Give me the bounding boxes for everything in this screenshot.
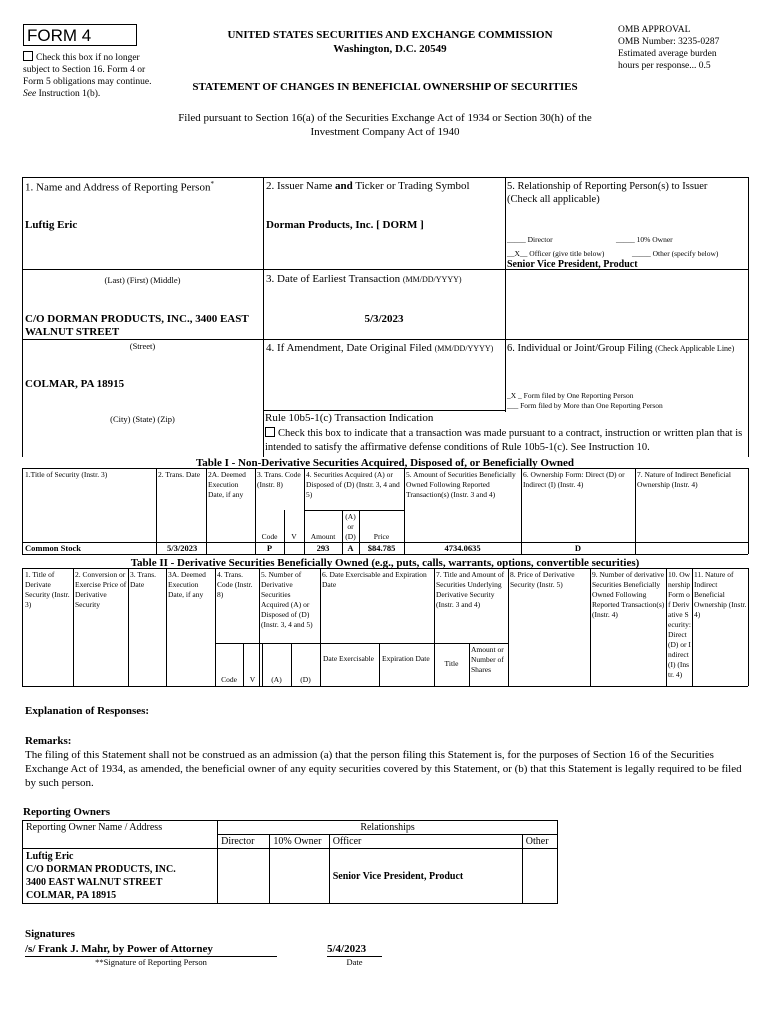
- officer-option: __X__ Officer (give title below): [507, 249, 605, 258]
- t1-col2a-header: 2A. Deemed Execution Date, if any: [208, 470, 246, 499]
- t2-col2-header: 2. Conversion or Exercise Price of Derivative Security: [75, 570, 127, 609]
- t1-sub-amount: Amount: [310, 532, 336, 541]
- t2-sub-amount: Amount or Number of Shares: [471, 645, 504, 674]
- t1-sub-price: Price: [373, 532, 390, 541]
- issuer-name: Dorman Products, Inc. [ DORM ]: [266, 219, 424, 231]
- ro-col-relationships: Relationships: [218, 821, 558, 835]
- rule-text: Check this box to indicate that a transaction was made pursuant to a contract, instruction or written plan that is intended to satisfy the affirmative defense conditions of Rule 10b5-1(c). See Instruction 10.: [265, 428, 743, 453]
- agency-location: Washington, D.C. 20549: [333, 43, 447, 55]
- t1-col3-header: 3. Trans. Code (Instr. 8): [257, 470, 301, 489]
- omb-approval: OMB APPROVAL OMB Number: 3235-0287 Estimated average burden hours per response... 0.5: [618, 25, 720, 71]
- box1-label: 1. Name and Address of Reporting Person*: [25, 180, 214, 194]
- t1-col2-header: 2. Trans. Date: [158, 470, 201, 479]
- form-title-box: [23, 24, 137, 46]
- signature-caption: **Signature of Reporting Person: [95, 957, 207, 967]
- row-security-title: Common Stock: [25, 543, 81, 553]
- t2-sub-title: Title: [444, 659, 459, 668]
- remarks-label: Remarks:: [25, 735, 72, 747]
- t2-col11-header: 11. Nature of Indirect Beneficial Ownership (Instr. 4): [694, 570, 747, 619]
- reporting-person-name: Luftig Eric: [25, 219, 78, 231]
- ro-col-director: Director: [218, 835, 270, 849]
- filed-pursuant: Filed pursuant to Section 16(a) of the Securities Exchange Act of 1934 or Section 30(h) of the Investment Company Act of 1940: [178, 112, 592, 138]
- t2-sub-expiration: Expiration Date: [382, 654, 430, 663]
- table2-title: Table II - Derivative Securities Beneficially Owned (e.g., puts, calls, warrants, options, convertible securities): [130, 557, 640, 569]
- date-caption: Date: [346, 957, 363, 967]
- t2-sub-a: (A): [271, 675, 282, 684]
- reporting-person-city: COLMAR, PA 18915: [25, 378, 125, 390]
- t1-col6-header: 6. Ownership Form: Direct (D) or Indirect (I) (Instr. 4): [523, 470, 625, 489]
- rule-label: Rule 10b5-1(c) Transaction Indication: [265, 412, 434, 424]
- t2-col3-header: 3. Trans. Date: [130, 570, 157, 589]
- t2-col1-header: 1. Title of Derivate Security (Instr. 3): [25, 570, 70, 609]
- table-row: [23, 849, 558, 904]
- ten-percent-option: _____ 10% Owner: [616, 235, 673, 244]
- ro-col-ten: 10% Owner: [270, 835, 329, 849]
- t2-col10-header-vis: 10. Ownership Form of Derivative Security: Direct (D) or Indirect (I) (Instr. 4): [668, 570, 691, 679]
- statement-title: STATEMENT OF CHANGES IN BENEFICIAL OWNERSHIP OF SECURITIES: [192, 81, 578, 93]
- remarks-text: The filing of this Statement shall not be construed as an admission (a) that the person filing this Statement is, for the purposes of Section 16 of the Securities Exchange Act of 1934, as amended, the beneficial owner of any equity securities covered by this Statement, or (b) that this Statement is legally required to be filed by such person.: [25, 749, 742, 789]
- t2-col7-header: 7. Title and Amount of Securities Underlying Derivative Security (Instr. 3 and 4): [436, 570, 505, 609]
- box2-label: 2. Issuer Name and Ticker or Trading Symbol: [266, 180, 470, 192]
- box5-label: 5. Relationship of Reporting Person(s) to Issuer (Check all applicable): [507, 181, 708, 205]
- box6-label: 6. Individual or Joint/Group Filing (Check Applicable Line): [507, 343, 735, 354]
- t2-sub-v: V: [249, 675, 256, 684]
- reporting-person-street: C/O DORMAN PRODUCTS, INC., 3400 EAST WALNUT STREET: [25, 313, 249, 338]
- signature-date: 5/4/2023: [327, 943, 367, 955]
- city-caption: (City) (State) (Zip): [110, 414, 175, 424]
- row-owned-following: 4734.0635: [444, 543, 481, 553]
- agency-name: UNITED STATES SECURITIES AND EXCHANGE COMMISSION: [227, 29, 553, 41]
- row-trans-date: 5/3/2023: [167, 543, 198, 553]
- officer-title: Senior Vice President, Product: [507, 259, 638, 270]
- t2-col8-header: 8. Price of Derivative Security (Instr. 5): [510, 570, 575, 589]
- t1-col4-header: 4. Securities Acquired (A) or Disposed of (D) (Instr. 3, 4 and 5): [306, 470, 400, 499]
- ro-col-officer: Officer: [329, 835, 522, 849]
- reporting-owners-table: [22, 820, 558, 904]
- t2-col6-header: 6. Date Exercisable and Expiration Date: [322, 570, 427, 589]
- t2-col4-header: 4. Trans. Code (Instr. 8): [217, 570, 253, 599]
- rule-10b5-checkbox[interactable]: [265, 427, 275, 437]
- t2-col9-header: 9. Number of derivative Securities Beneficially Owned Following Reported Transaction(s) (Instr. 4): [592, 570, 665, 619]
- box3-label: 3. Date of Earliest Transaction (MM/DD/YYYY): [266, 273, 462, 285]
- filed-by-more-option: ___ Form filed by More than One Reporting Person: [507, 401, 663, 410]
- name-parts-caption: (Last) (First) (Middle): [104, 275, 181, 285]
- t1-col5-header: 5. Amount of Securities Beneficially Owned Following Reported Transaction(s) (Instr. 3 and 4): [406, 470, 516, 499]
- other-option: _____ Other (specify below): [632, 249, 719, 258]
- street-caption: (Street): [129, 341, 156, 351]
- t2-sub-exercisable: Date Exercisable: [323, 654, 375, 663]
- earliest-transaction-date: 5/3/2023: [364, 313, 404, 325]
- reporting-owners-label: Reporting Owners: [23, 806, 111, 818]
- table1-title: Table I - Non-Derivative Securities Acquired, Disposed of, or Beneficially Owned: [195, 457, 575, 469]
- row-ownership-form: D: [574, 543, 582, 553]
- ro-col-other: Other: [522, 835, 557, 849]
- row-price: $84.785: [367, 543, 396, 553]
- filed-by-one-option: _X _ Form filed by One Reporting Person: [507, 391, 634, 400]
- t2-col3a-header: 3A. Deemed Execution Date, if any: [168, 570, 206, 599]
- explanation-label: Explanation of Responses:: [25, 705, 150, 717]
- box4-label: 4. If Amendment, Date Original Filed (MM/DD/YYYY): [266, 342, 494, 354]
- t1-col1-header: 1.Title of Security (Instr. 3): [25, 470, 108, 479]
- signatures-label: Signatures: [25, 928, 75, 940]
- t2-sub-code: Code: [221, 675, 237, 684]
- signer: /s/ Frank J. Mahr, by Power of Attorney: [25, 943, 213, 955]
- form-title: FORM 4: [27, 26, 92, 45]
- t2-col5-header: 5. Number of Derivative Securities Acquired (A) or Disposed of (D) (Instr. 3, 4 and 5): [261, 570, 313, 629]
- row-amount: 293: [316, 543, 330, 553]
- ro-col-name: Reporting Owner Name / Address: [23, 821, 218, 849]
- no-longer-subject-checkbox-text: Check this box if no longer subject to Section 16. Form 4 or Form 5 obligations may continue. See Instruction 1(b).: [23, 53, 152, 99]
- no-longer-subject-checkbox[interactable]: [23, 51, 33, 61]
- t1-sub-code: Code: [261, 532, 278, 541]
- row-acquired-disposed: A: [347, 543, 354, 553]
- t1-col7-header: 7. Nature of Indirect Beneficial Ownership (Instr. 4): [637, 470, 731, 489]
- t1-sub-ad: (A) or (D): [345, 512, 356, 541]
- ro-owner-address: Luftig Eric C/O DORMAN PRODUCTS, INC. 3400 EAST WALNUT STREET COLMAR, PA 18915: [23, 849, 218, 904]
- t1-sub-v: V: [291, 532, 297, 541]
- director-option: _____ Director: [507, 235, 553, 244]
- row-trans-code: P: [266, 543, 273, 553]
- t2-sub-d: (D): [300, 675, 311, 684]
- ro-officer-value: Senior Vice President, Product: [329, 849, 522, 904]
